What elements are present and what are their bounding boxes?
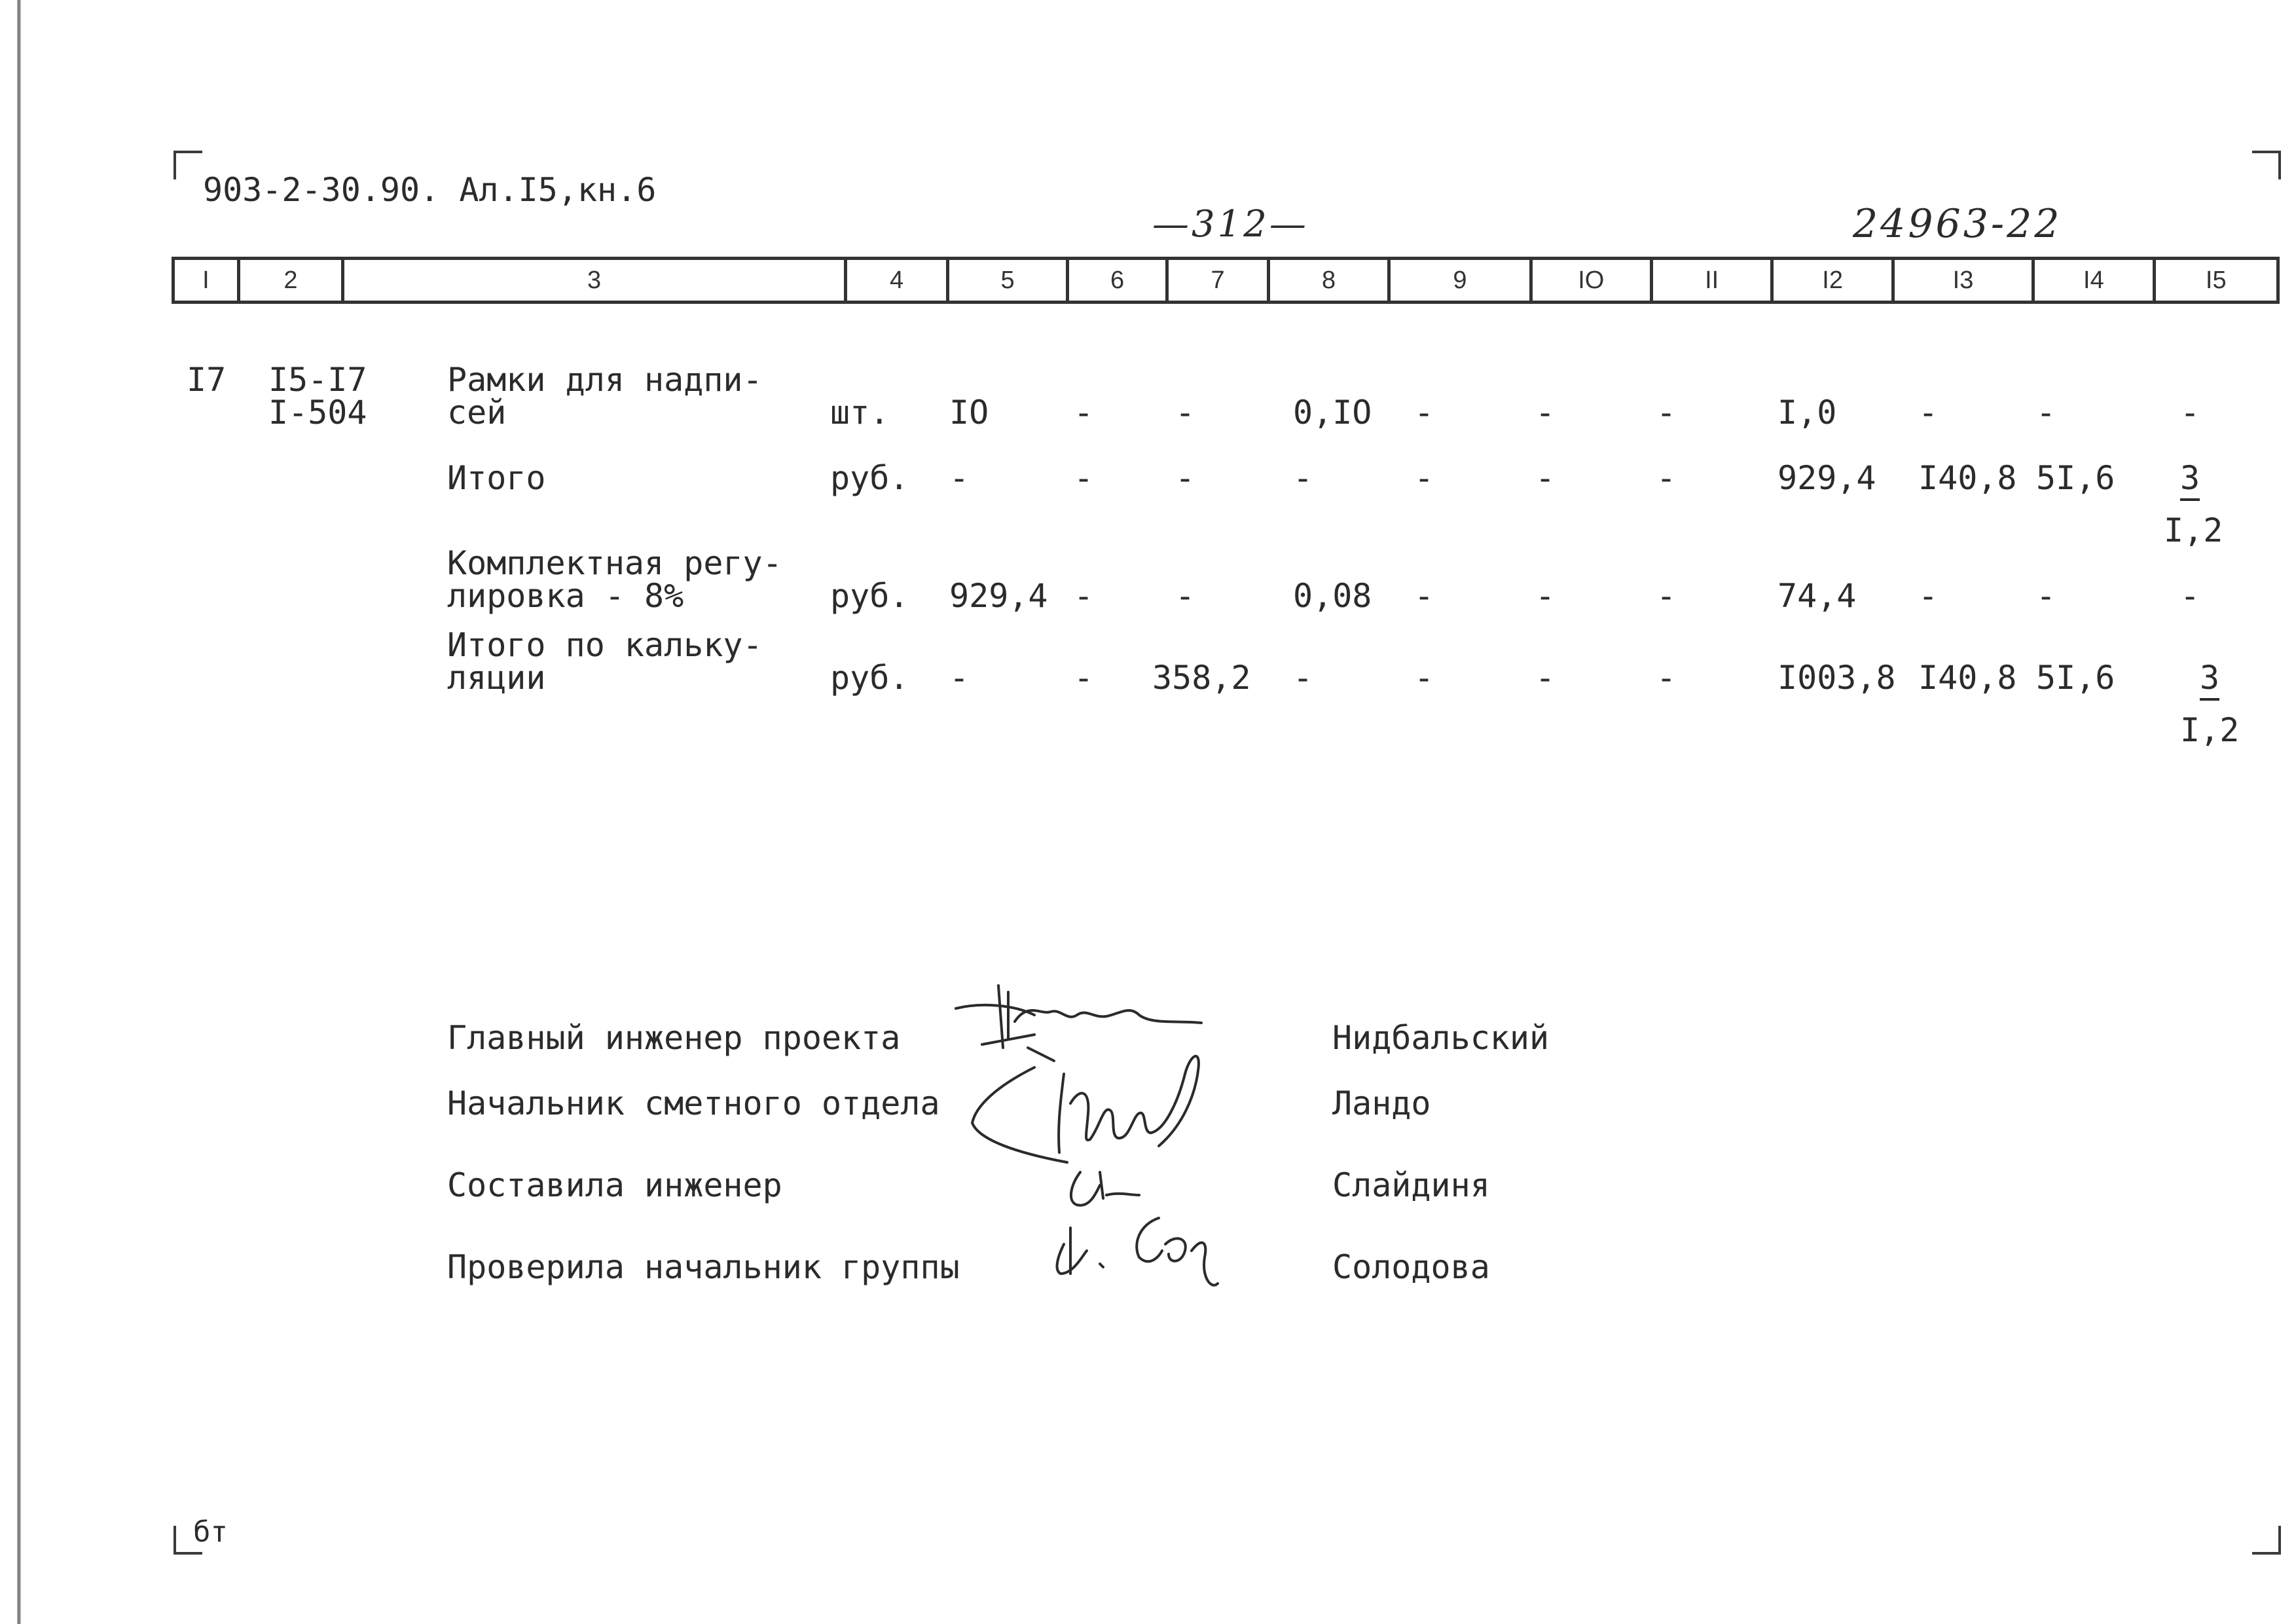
row-cell: - — [2180, 394, 2200, 432]
column-header: 8 — [1270, 260, 1391, 301]
row-cell: 74,4 — [1777, 577, 1857, 615]
row-code: I5-I7 — [268, 361, 367, 399]
corner-mark-bottom-right — [2252, 1526, 2281, 1555]
stamp-number: 24963-22 — [1853, 201, 2062, 247]
row-cell: 358,2 — [1152, 659, 1251, 697]
column-header: 3 — [344, 260, 847, 301]
column-header: I5 — [2205, 266, 2227, 294]
row-cell: - — [1414, 577, 1434, 615]
row-cell: - — [949, 659, 970, 697]
column-header: 5 — [949, 260, 1068, 301]
row-cell: IO — [949, 394, 989, 432]
row-cell: 929,4 — [1777, 459, 1876, 497]
row-cell: - — [2036, 394, 2056, 432]
row-name: Итого — [447, 459, 546, 497]
column-header: 6 — [1069, 260, 1169, 301]
fraction-numerator: 3 — [2180, 459, 2200, 501]
binding-edge — [17, 0, 21, 1624]
row-cell: - — [1535, 394, 1556, 432]
row-cell: - — [1918, 577, 1939, 615]
row-cell: - — [1535, 577, 1556, 615]
footer-mark: бт — [193, 1515, 228, 1549]
row-cell-fraction-top — [2160, 459, 2219, 497]
row-code: I-504 — [268, 394, 367, 432]
column-header: I2 — [1774, 260, 1894, 301]
row-cell: I40,8 — [1918, 659, 2017, 697]
row-cell: 0,08 — [1293, 577, 1372, 615]
row-cell: - — [1414, 459, 1434, 497]
row-cell: - — [1535, 459, 1556, 497]
row-cell: - — [1074, 659, 1094, 697]
row-cell: - — [1656, 459, 1677, 497]
signature-name: Нидбальский — [1332, 1019, 1550, 1057]
column-header: I4 — [2035, 260, 2155, 301]
document-code: 903-2-30.90. Ал.I5,кн.6 — [203, 171, 657, 209]
row-unit: руб. — [830, 459, 909, 497]
row-cell: I003,8 — [1777, 659, 1896, 697]
column-header: 2 — [240, 260, 345, 301]
signature-name: Солодова — [1332, 1248, 1490, 1286]
corner-mark-top-left — [173, 151, 202, 179]
column-header: 4 — [847, 260, 950, 301]
row-name: лировка - 8% — [447, 577, 684, 615]
column-header: IO — [1533, 260, 1653, 301]
row-name: ляции — [447, 659, 546, 697]
row-unit: шт. — [830, 394, 890, 432]
row-cell-fraction-bottom: I,2 — [2180, 711, 2240, 749]
signature-role: Главный инженер проекта — [447, 1019, 901, 1057]
row-unit: руб. — [830, 577, 909, 615]
fraction-numerator: 3 — [2200, 659, 2219, 701]
row-cell: I,0 — [1777, 394, 1837, 432]
row-cell: - — [2036, 577, 2056, 615]
row-cell: - — [949, 459, 970, 497]
row-name: Комплектная регу- — [447, 544, 782, 582]
column-header: II — [1653, 260, 1774, 301]
row-cell-fraction-bottom: I,2 — [2164, 511, 2223, 549]
row-cell: - — [1293, 659, 1313, 697]
row-cell: - — [1535, 659, 1556, 697]
row-cell: - — [1074, 459, 1094, 497]
column-header: 7 — [1169, 260, 1270, 301]
row-cell: 5I,6 — [2036, 459, 2115, 497]
column-header: I — [175, 260, 240, 301]
row-cell: - — [1918, 394, 1939, 432]
column-header: I3 — [1895, 260, 2035, 301]
row-cell: - — [2180, 577, 2200, 615]
row-cell: - — [1293, 459, 1313, 497]
row-cell: - — [1074, 577, 1094, 615]
signature-role: Проверила начальник группы — [447, 1248, 960, 1286]
row-cell: - — [1414, 394, 1434, 432]
signature-role: Составила инженер — [447, 1166, 782, 1204]
row-cell: - — [1175, 459, 1195, 497]
row-cell: - — [1175, 394, 1195, 432]
row-cell: 5I,6 — [2036, 659, 2115, 697]
column-header: 9 — [1391, 260, 1532, 301]
row-cell-fraction-top — [2180, 659, 2239, 697]
row-name: сей — [447, 394, 507, 432]
row-cell: - — [1175, 577, 1195, 615]
signature-name: Слайдиня — [1332, 1166, 1490, 1204]
signature-role: Начальник сметного отдела — [447, 1084, 940, 1122]
row-cell: - — [1656, 577, 1677, 615]
row-name: Итого по кальку- — [447, 626, 763, 664]
row-name: Рамки для надпи- — [447, 361, 763, 399]
row-unit: руб. — [830, 659, 909, 697]
row-cell: - — [1656, 394, 1677, 432]
row-cell: - — [1074, 394, 1094, 432]
corner-mark-top-right — [2252, 151, 2281, 179]
row-number: I7 — [187, 361, 227, 399]
row-cell: I40,8 — [1918, 459, 2017, 497]
signature-name: Ландо — [1332, 1084, 1431, 1122]
row-cell: 0,IO — [1293, 394, 1372, 432]
handwritten-signatures — [943, 976, 1309, 1316]
row-cell: 929,4 — [949, 577, 1048, 615]
row-cell: - — [1656, 659, 1677, 697]
row-cell: - — [1414, 659, 1434, 697]
page-number: —312— — [1152, 203, 1309, 246]
column-header-row — [172, 257, 2280, 304]
